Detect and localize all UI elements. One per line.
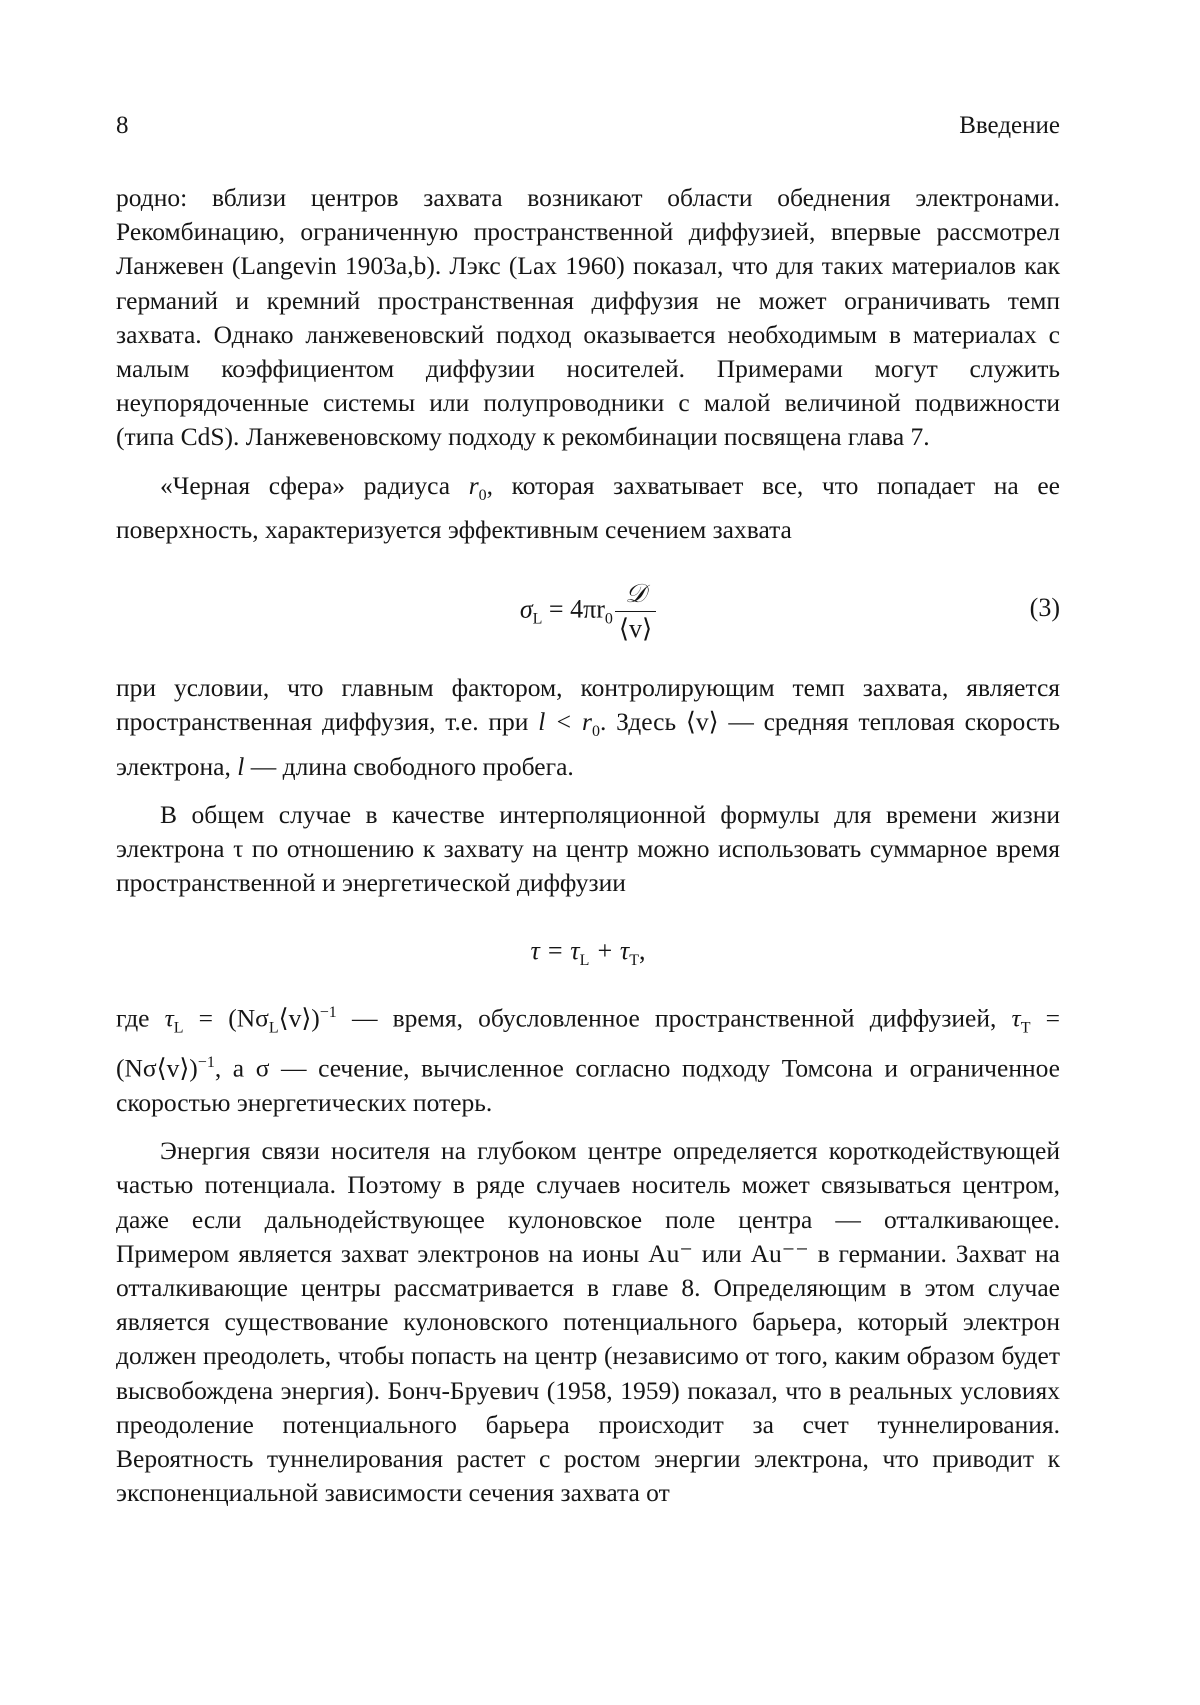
p5-e-sup: −1: [197, 1054, 215, 1072]
eqtau-c: ,: [639, 936, 646, 966]
equation-tau: [116, 920, 1060, 982]
eqtau-sub-b: T: [629, 952, 640, 970]
paragraph-2: [116, 469, 1060, 548]
paragraph-3-text-a: при условии, что главным фактором, контролирующим темп захвата, является пространственная диффузия, т.е. при: [116, 673, 1060, 737]
var-r-sub: 0: [478, 486, 487, 504]
eq3-numerator: 𝒟: [615, 577, 656, 612]
paragraph-3-text-c: — длина свободного пробега.: [244, 751, 574, 781]
eq3-lhs: σ: [519, 594, 533, 624]
p5-e: = (Nσ⟨v⟩): [116, 1003, 1060, 1083]
paragraph-2-text-a: «Черная сфера» радиуса: [160, 470, 469, 500]
eqtau-b: + τ: [589, 936, 630, 966]
eq3-lhs-sub: L: [532, 610, 543, 628]
p5-a: где: [116, 1003, 165, 1033]
page-header: [116, 112, 1060, 152]
p5-b-sub: L: [268, 1020, 279, 1038]
body-text: [116, 181, 1060, 1510]
p5-f: , а σ — сечение, вычисленное согласно подходу Томсона и ограниченное скоростью энергетических потерь.: [116, 1053, 1060, 1117]
condition-l-r0: l < r: [538, 707, 592, 737]
var-l: l: [237, 751, 245, 781]
paragraph-1: родно: вблизи центров захвата возникают области обеднения электронами. Рекомбинацию, ограниченную пространственной диффузией, впервые рассмотрел Ланжевен (Langevin 1903a,b). Лэкс (Lax 1960) показал, что для таких материалов как германий и кремний пространственная диффузия не может ограничивать темп захвата. Однако ланжевеновский подход оказывается необходимым в материалах с малым коэффициентом диффузии носителей. Примерами могут служить неупорядоченные системы или полупроводники с малой величиной подвижности (типа CdS). Ланжевеновскому подходу к рекомбинации посвящена глава 7.: [116, 183, 1060, 452]
paragraph-6: Энергия связи носителя на глубоком центре определяется короткодействующей частью потенциала. Поэтому в ряде случаев носитель может связываться центром, даже если дальнодействующее кулоновское поле центра — отталкивающее. Примером является захват электронов на ионы Au⁻ или Au⁻⁻ в германии. Захват на отталкивающие центры рассматривается в главе 8. Определяющим в этом случае является существование кулоновского потенциального барьера, который электрон должен преодолеть, чтобы попасть на центр (независимо от того, каким образом будет высвобождена энергия). Бонч-Бруевич (1958, 1959) показал, что в реальных условиях преодоление потенциального барьера происходит за счет туннелирования. Вероятность туннелирования растет с ростом энергии электрона, что приводит к экспоненциальной зависимости сечения захвата от: [116, 1136, 1060, 1508]
paragraph-3-text-b: . Здесь ⟨v⟩ — средняя тепловая скорость электрона,: [116, 707, 1061, 781]
p5-c: ⟨v⟩): [278, 1003, 320, 1033]
p5-tauL: τ: [164, 1003, 174, 1033]
paragraph-2-text-b: , которая захватывает все, что попадает на ее поверхность, характеризуется эффективным сечением захвата: [116, 470, 1060, 544]
equation-tau-formula: [116, 934, 1060, 978]
paragraph-5: [116, 996, 1060, 1120]
p5-tauL-sub: L: [173, 1020, 184, 1038]
eqtau-a: τ = τ: [530, 936, 580, 966]
eqtau-sub-a: L: [579, 952, 590, 970]
p5-b: = (Nσ: [183, 1003, 269, 1033]
chapter-title: Введение: [959, 112, 1060, 139]
condition-sub: 0: [591, 723, 600, 741]
eq3-denominator: ⟨v⟩: [618, 614, 653, 644]
p5-d: — время, обусловленное пространственной диффузией,: [336, 1003, 1012, 1033]
paragraph-4: В общем случае в качестве интерполяционной формулы для времени жизни электрона τ по отношению к захвату на центр можно использовать суммарное время пространственной и энергетической диффузии: [116, 799, 1060, 898]
eq3-rhs-prefix: = 4πr: [542, 594, 605, 624]
equation-number: (3): [1029, 593, 1060, 623]
p5-tauT: τ: [1011, 1003, 1021, 1033]
var-r: r: [468, 470, 479, 500]
eq3-rhs-sub: 0: [604, 610, 613, 628]
page-number: 8: [116, 112, 129, 139]
paragraph-3: [116, 671, 1060, 784]
equation-3-formula: [116, 577, 1060, 646]
p5-c-sup: −1: [319, 1004, 337, 1022]
equation-3: [116, 559, 1060, 657]
eq3-fraction: [615, 577, 656, 646]
p5-tauT-sub: T: [1020, 1020, 1031, 1038]
